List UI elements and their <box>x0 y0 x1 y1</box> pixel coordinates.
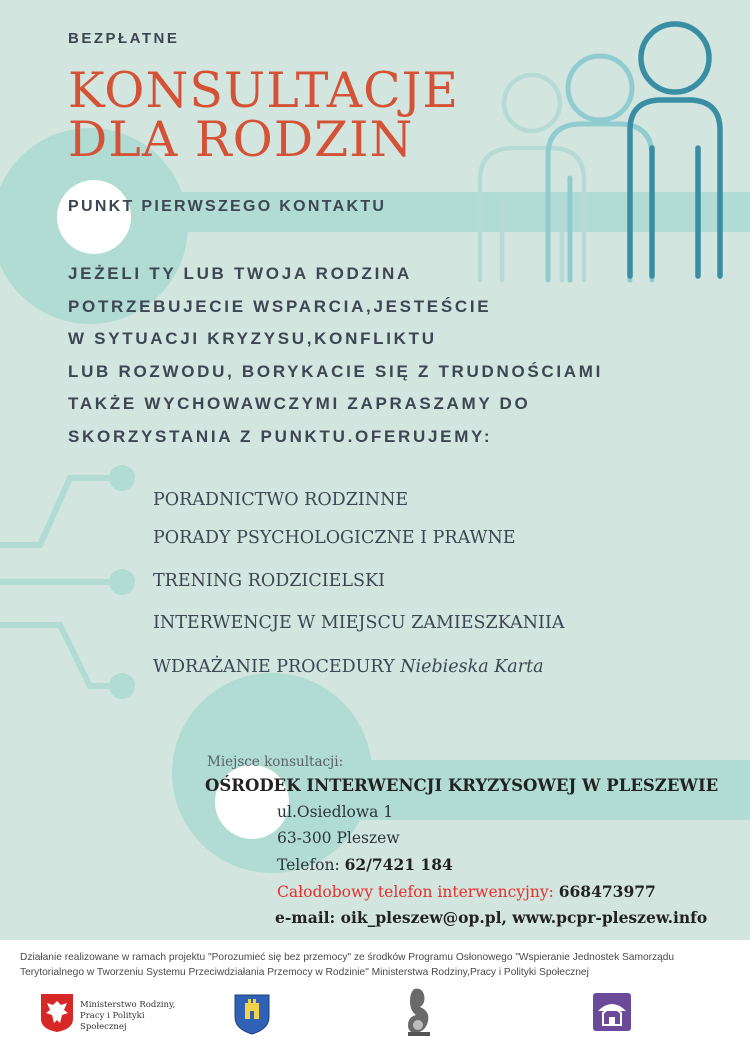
decor-white-dot-top <box>57 180 131 254</box>
title-line-2: DLA RODZIN <box>68 111 414 168</box>
offer-item: TRENING RODZICIELSKI <box>153 571 386 591</box>
sculpture-icon <box>402 985 436 1037</box>
offer-item-last <box>153 657 544 677</box>
ministry-logo-text: Ministerstwo Rodziny, Pracy i Polityki Społecznej <box>80 1000 176 1032</box>
offer-item: PORADNICTWO RODZINNE <box>153 490 409 510</box>
contact-email-line: e-mail: oik_pleszew@op.pl, www.pcpr-pleszew.info <box>275 908 708 927</box>
location-label: Miejsce konsultacji: <box>207 754 344 770</box>
hotline-label: Całodobowy telefon interwencyjny: <box>277 883 559 901</box>
page-title <box>68 62 460 168</box>
kicker: BEZPŁATNE <box>68 30 180 47</box>
house-umbrella-icon <box>593 993 631 1031</box>
location-phone <box>277 855 453 874</box>
location-hotline <box>277 882 656 901</box>
offer-item: INTERWENCJE W MIEJSCU ZAMIESZKANIIA <box>153 613 565 633</box>
intro-line: POTRZEBUJECIE WSPARCIA,JESTEŚCIE <box>68 296 492 316</box>
crest-icon <box>232 993 272 1035</box>
phone-label: Telefon: <box>277 856 345 874</box>
location-street: ul.Osiedlowa 1 <box>277 803 394 821</box>
intro-line: W SYTUACJI KRYZYSU,KONFLIKTU <box>68 329 437 348</box>
intro-line: TAKŻE WYCHOWAWCZYMI ZAPRASZAMY DO <box>68 394 531 413</box>
phone-number: 62/7421 184 <box>344 855 453 874</box>
intro-text <box>68 258 603 453</box>
intro-line: JEŻELI TY LUB TWOJA RODZINA <box>68 264 412 283</box>
location-name: OŚRODEK INTERWENCJI KRYZYSOWEJ W PLESZEWIE <box>205 776 719 795</box>
location-city: 63-300 Pleszew <box>277 829 400 847</box>
offer-italic: Niebieska Karta <box>400 657 544 677</box>
intro-line: LUB ROZWODU, BORYKACIE SIĘ Z TRUDNOŚCIAMI <box>68 361 604 381</box>
hotline-number: 668473977 <box>558 882 656 901</box>
footer-note: Działanie realizowane w ramach projektu "Porozumieć się bez przemocy" ze środków Programu Osłonowego "Wspieranie Jednostek Samorządu Terytorialnego w Tworzeniu Systemu Przeciwdziałania Przemocy w Rodzinie" Ministerstwa Rodziny,Pracy i Polityki Społecznej <box>20 952 675 978</box>
subtitle: PUNKT PIERWSZEGO KONTAKTU <box>68 198 387 215</box>
ministry-logo <box>40 993 190 1033</box>
offer-item: PORADY PSYCHOLOGICZNE I PRAWNE <box>153 528 516 548</box>
offer-prefix: WDRAŻANIE PROCEDURY <box>153 657 401 677</box>
eagle-icon <box>40 993 74 1033</box>
intro-line: SKORZYSTANIA Z PUNKTU.OFERUJEMY: <box>68 426 493 446</box>
title-line-1: KONSULTACJE <box>68 62 460 119</box>
